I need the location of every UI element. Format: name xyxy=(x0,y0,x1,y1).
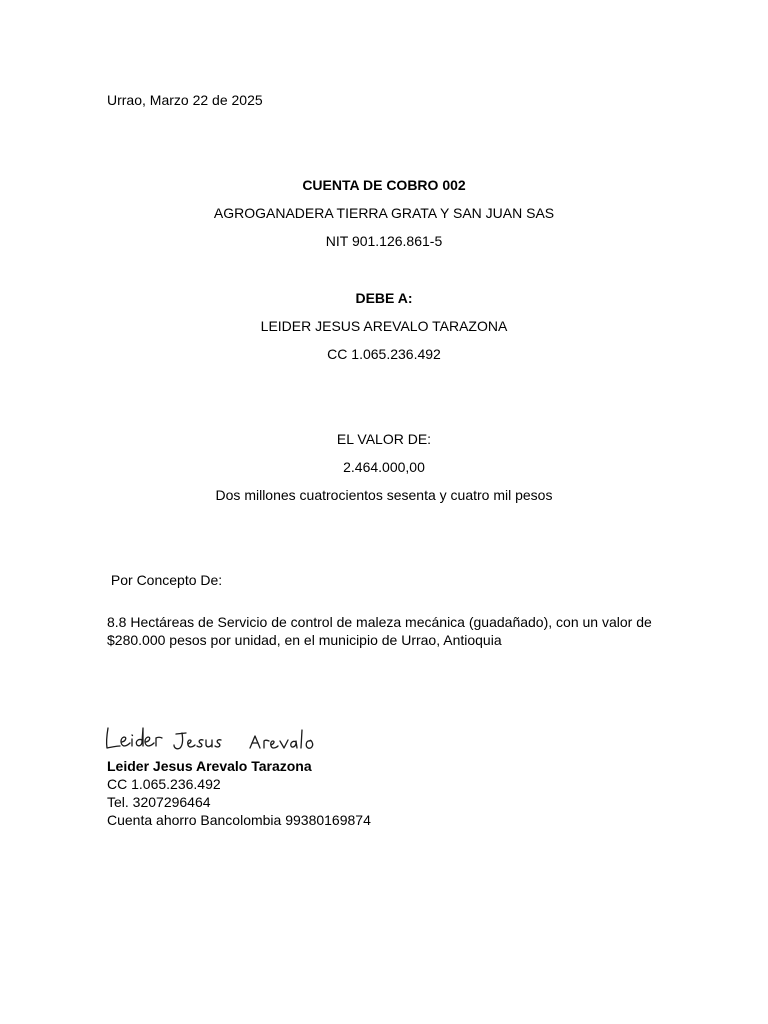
signer-id: CC 1.065.236.492 xyxy=(107,776,221,792)
signer-bank-account: Cuenta ahorro Bancolombia 99380169874 xyxy=(107,812,371,828)
amount-number: 2.464.000,00 xyxy=(343,459,425,475)
debtor-label: DEBE A: xyxy=(355,290,413,306)
debtor-id: CC 1.065.236.492 xyxy=(327,346,441,362)
company-name: AGROGANADERA TIERRA GRATA Y SAN JUAN SAS xyxy=(213,205,555,221)
signer-phone: Tel. 3207296464 xyxy=(107,794,211,810)
handwritten-signature xyxy=(100,722,320,756)
amount-words: Dos millones cuatrocientos sesenta y cuatro mil pesos xyxy=(215,487,553,503)
debtor-name: LEIDER JESUS AREVALO TARAZONA xyxy=(260,318,508,334)
company-nit: NIT 901.126.861-5 xyxy=(325,233,443,249)
concept-label: Por Concepto De: xyxy=(107,572,223,588)
place-date: Urrao, Marzo 22 de 2025 xyxy=(107,92,263,108)
amount-label: EL VALOR DE: xyxy=(336,431,432,447)
signer-name: Leider Jesus Arevalo Tarazona xyxy=(107,758,312,774)
concept-description: 8.8 Hectáreas de Servicio de control de maleza mecánica (guadañado), con un valor de $280.000 pesos por unidad, en el municipio de Urrao, Antioquia xyxy=(107,614,652,648)
document-title: CUENTA DE COBRO 002 xyxy=(302,177,466,193)
